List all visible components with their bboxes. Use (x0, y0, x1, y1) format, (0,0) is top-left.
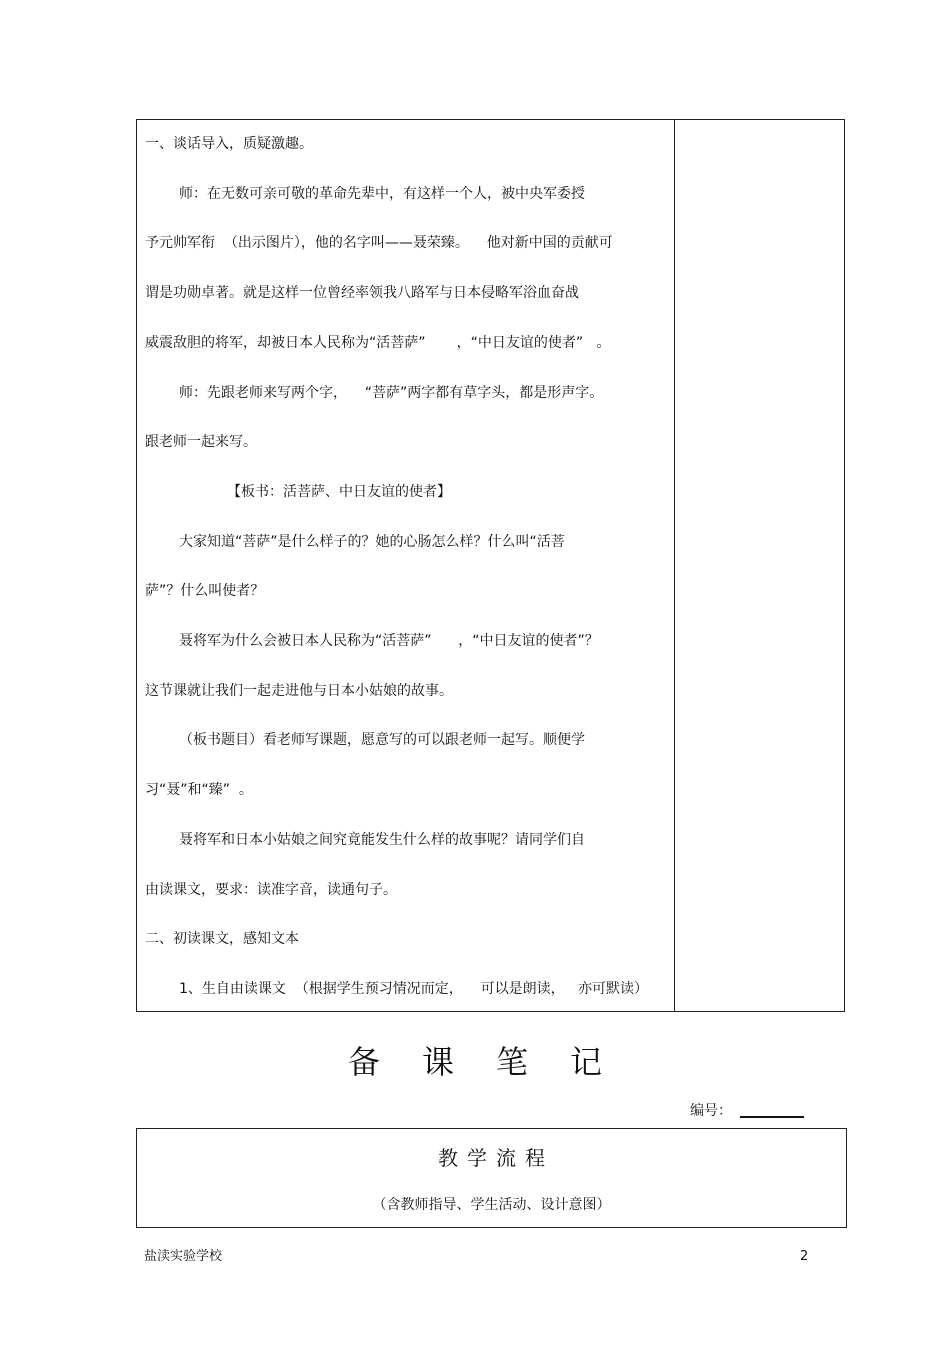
footer-page-number: 2 (800, 1249, 809, 1264)
flow-title: 教学流程 (438, 1146, 554, 1170)
lesson-line: 二、初读课文，感知文本 (145, 931, 299, 948)
notes-title: 备课笔记 (347, 1043, 644, 1081)
lesson-line: 【板书：活菩萨、中日友谊的使者】 (227, 483, 451, 500)
lesson-line: 1、生自由读课文 （根据学生预习情况而定， 可以是朗读， 亦可默读） (179, 980, 648, 997)
lesson-line: （板书题目）看老师写课题，愿意写的可以跟老师一起写。顺便学 (179, 732, 585, 749)
lesson-line: 威震敌胆的将军，却被日本人民称为“活菩萨” ，“中日友谊的使者” 。 (145, 334, 611, 351)
column-divider (674, 120, 675, 1011)
lesson-line: 习“聂”和“臻” 。 (145, 782, 253, 799)
lesson-line: 聂将军为什么会被日本人民称为“活菩萨” ，“中日友谊的使者”？ (179, 633, 599, 649)
lesson-line: 这节课就让我们一起走进他与日本小姑娘的故事。 (145, 682, 453, 699)
lesson-line: 师：先跟老师来写两个字， “菩萨”两字都有草字头，都是形声字。 (179, 384, 604, 401)
footer-school: 盐渎实验学校 (144, 1249, 223, 1264)
lesson-line: 谓是功勋卓著。就是这样一位曾经率领我八路军与日本侵略军浴血奋战 (145, 285, 579, 302)
flow-table (136, 1128, 847, 1228)
lesson-line: 由读课文，要求：读准字音，读通句子。 (145, 881, 397, 898)
lesson-line: 聂将军和日本小姑娘之间究竟能发生什么样的故事呢？请同学们自 (179, 831, 585, 848)
lesson-line: 一、谈话导入，质疑激趣。 (145, 136, 313, 152)
number-label: 编号： (690, 1103, 732, 1119)
lesson-line: 跟老师一起来写。 (145, 434, 257, 451)
lesson-line: 予元帅军衔 （出示图片），他的名字叫——聂荣臻。 他对新中国的贡献可 (145, 235, 613, 252)
lesson-line: 师：在无数可亲可敬的革命先辈中，有这样一个人，被中央军委授 (179, 185, 585, 202)
lesson-line: 萨”？什么叫使者？ (145, 583, 265, 600)
number-blank (740, 1116, 804, 1118)
lesson-line: 大家知道“菩萨”是什么样子的？她的心肠怎么样？什么叫“活菩 (179, 533, 565, 550)
lesson-table (136, 119, 845, 1012)
flow-subtitle: （含教师指导、学生活动、设计意图） (372, 1197, 611, 1213)
